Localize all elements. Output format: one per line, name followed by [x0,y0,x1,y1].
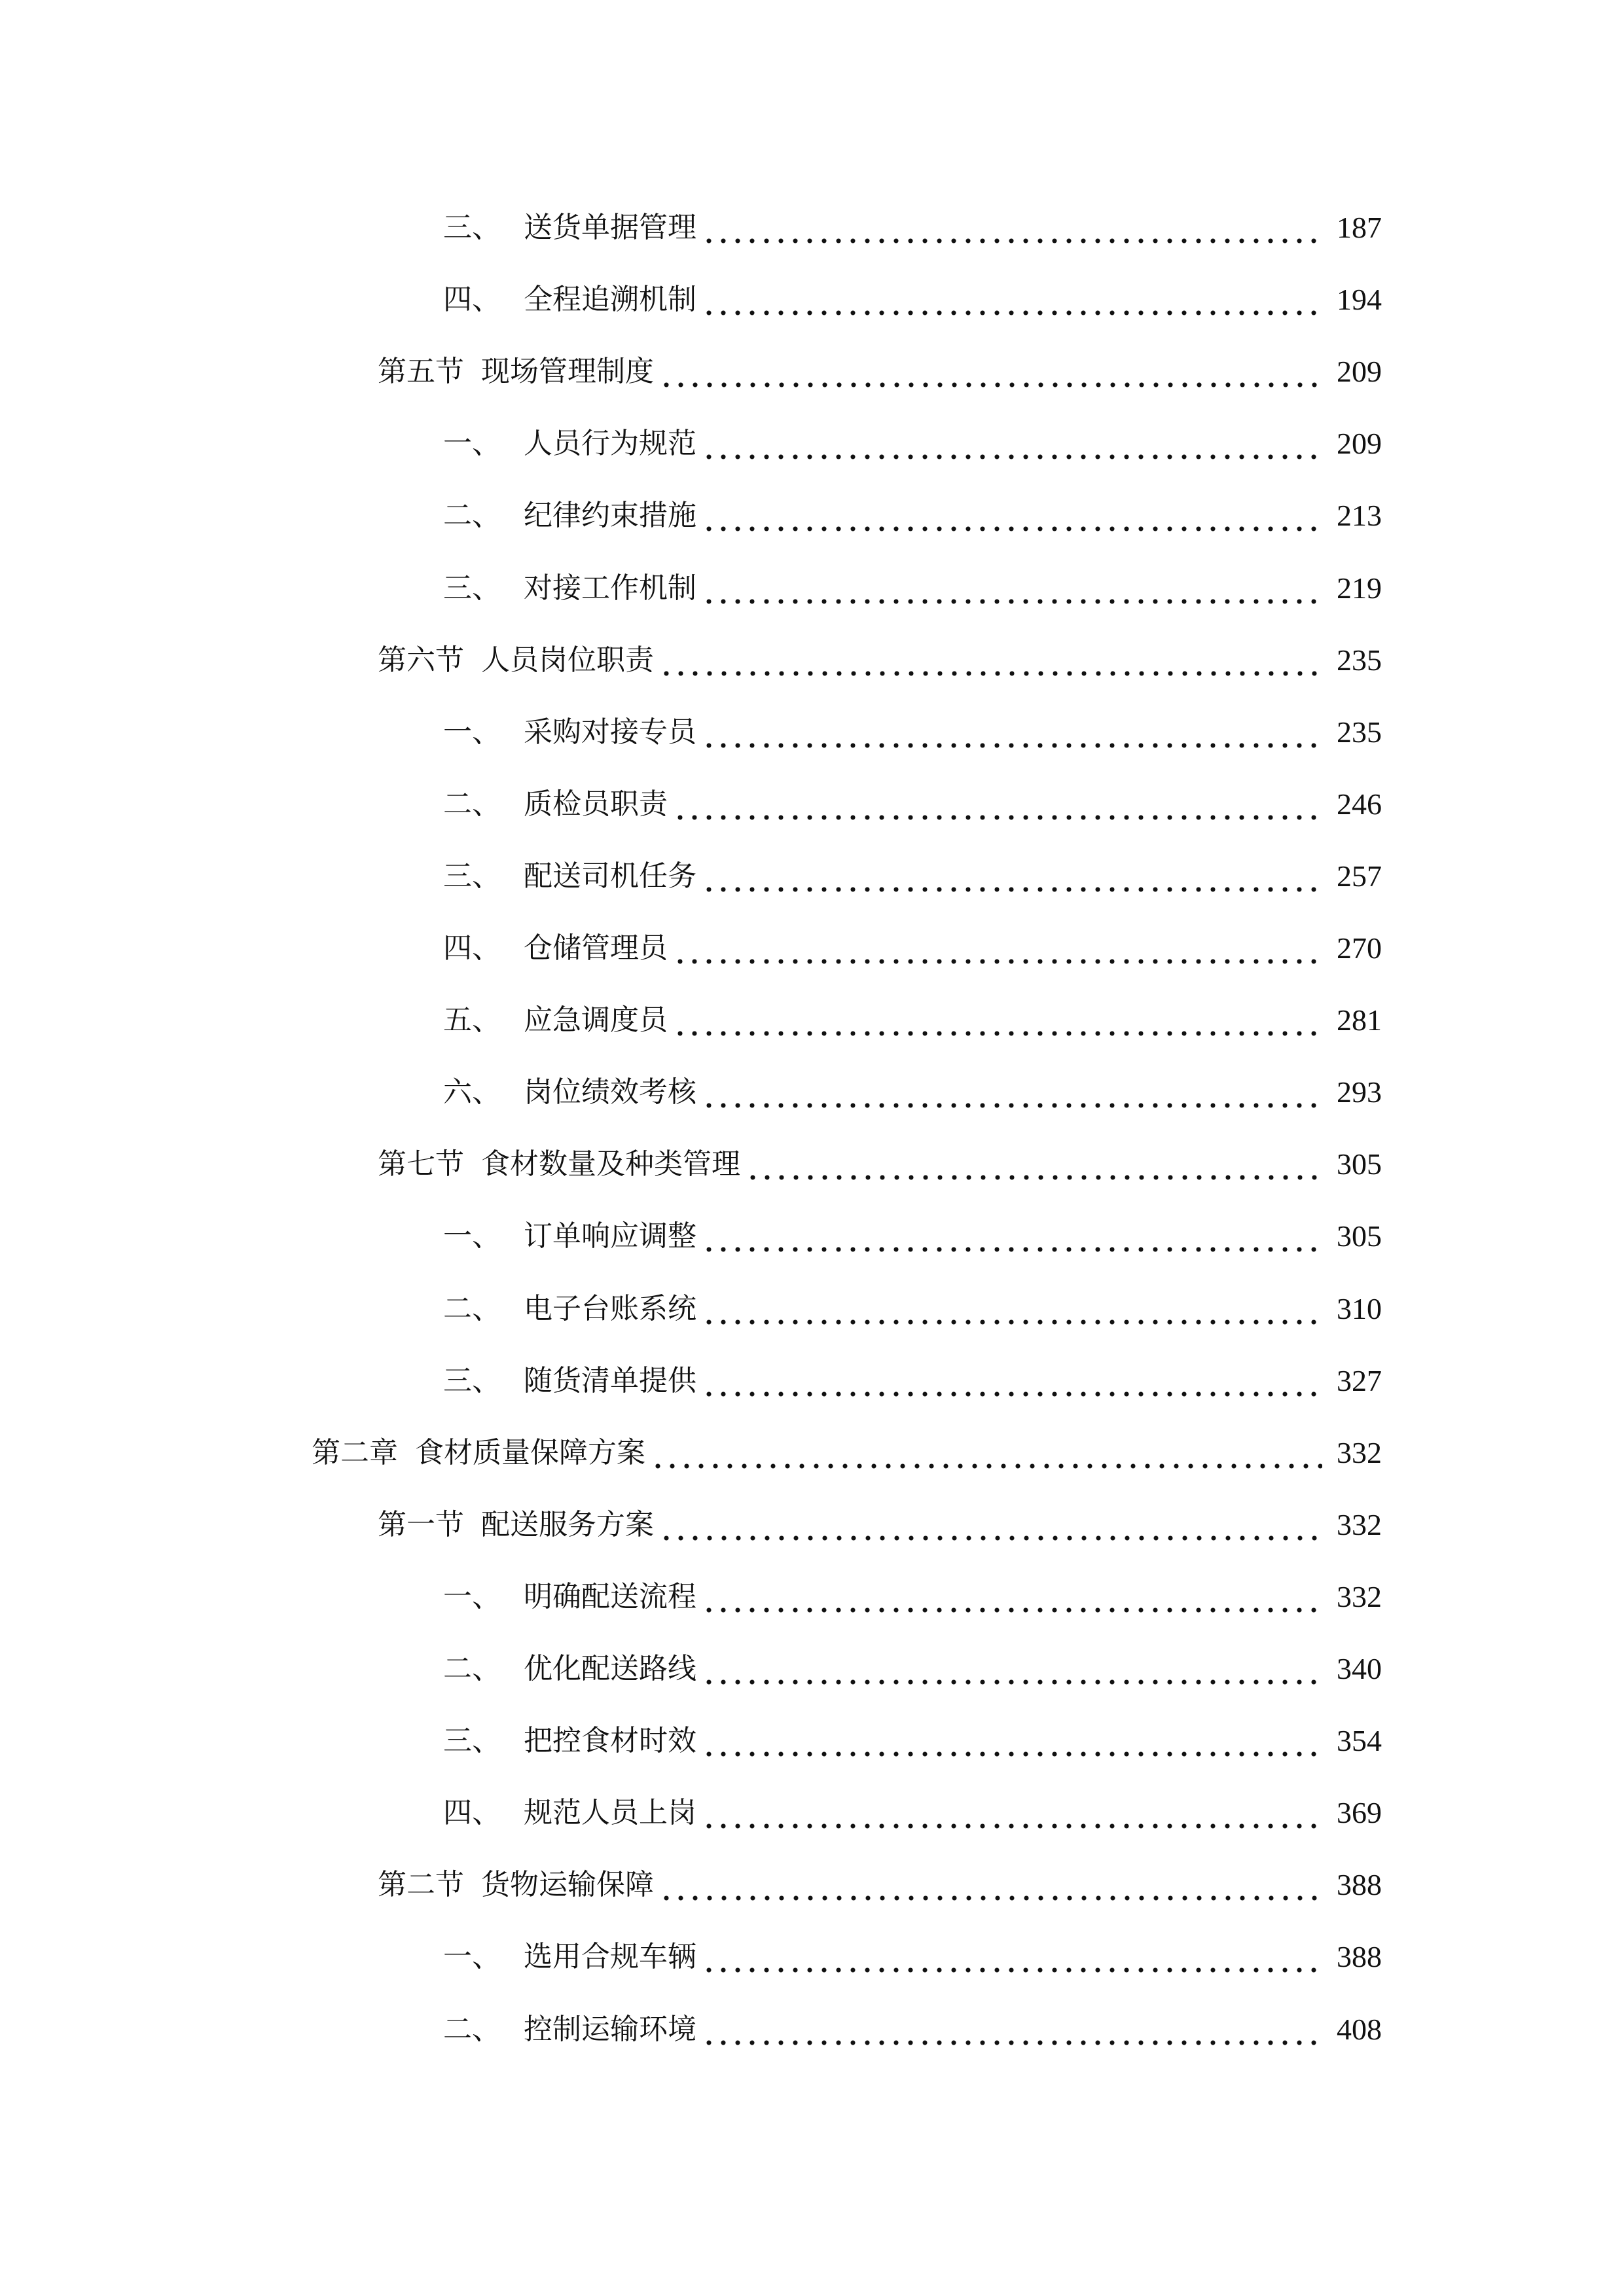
toc-entry-heading [443,569,696,608]
toc-item-entry[interactable] [0,2010,1382,2049]
toc-item-entry[interactable] [0,1217,1382,1256]
toc-entry-title: 应急调度员 [524,1003,668,1037]
toc-entry-number: 二、 [443,499,501,533]
toc-entry-heading [443,1721,696,1761]
dot-leader [702,1721,1322,1761]
toc-entry-heading [443,1217,696,1256]
toc-entry-title: 质检员职责 [524,787,668,821]
toc-entry-title: 配送服务方案 [481,1507,654,1541]
toc-entry-number: 第七节 [378,1147,464,1181]
toc-entry-number: 三、 [443,1363,501,1397]
toc-entry-title: 送货单据管理 [524,211,696,244]
toc-entry-page-number: 305 [1337,1147,1382,1181]
toc-entry-heading [378,641,654,680]
toc-entry-page-number: 235 [1337,715,1382,749]
toc-item-entry[interactable] [0,1937,1382,1977]
toc-entry-title: 人员岗位职责 [481,643,654,677]
toc-entry-page-number: 209 [1337,355,1382,389]
toc-entry-heading [443,1001,668,1040]
toc-entry-heading [312,1433,645,1473]
toc-entry-page-number: 332 [1337,1435,1382,1469]
toc-entry-page-number: 369 [1337,1796,1382,1830]
toc-entry-page-number: 340 [1337,1652,1382,1685]
toc-entry-heading [378,1505,654,1545]
toc-entry-number: 第六节 [378,643,464,677]
dot-leader [702,1073,1322,1112]
toc-entry-page-number: 327 [1337,1363,1382,1397]
toc-entry-page-number: 187 [1337,211,1382,244]
dot-leader [702,1217,1322,1256]
toc-entry-number: 第二章 [312,1435,398,1469]
toc-entry-heading [443,280,696,319]
toc-entry-page-number: 305 [1337,1219,1382,1253]
dot-leader [702,2010,1322,2049]
toc-item-entry[interactable] [0,208,1382,247]
toc-entry-title: 食材质量保障方案 [415,1435,645,1469]
toc-entry-title: 全程追溯机制 [524,283,696,317]
toc-item-entry[interactable] [0,424,1382,463]
toc-entry-number: 四、 [443,931,501,965]
toc-entry-title: 岗位绩效考核 [524,1075,696,1109]
toc-entry-number: 一、 [443,1579,501,1613]
toc-entry-page-number: 408 [1337,2012,1382,2046]
toc-item-entry[interactable] [0,1649,1382,1689]
dot-leader [702,1577,1322,1617]
toc-section-entry[interactable] [0,1865,1382,1905]
toc-entry-number: 三、 [443,1724,501,1758]
dot-leader [702,280,1322,319]
toc-entry-title: 食材数量及种类管理 [481,1147,740,1181]
dot-leader [659,1865,1322,1905]
toc-section-entry[interactable] [0,641,1382,680]
toc-entry-number: 六、 [443,1075,501,1109]
dot-leader [702,857,1322,896]
toc-entry-title: 采购对接专员 [524,715,696,749]
toc-entry-heading [443,208,696,247]
toc-entry-number: 一、 [443,1940,501,1974]
toc-entry-title: 纪律约束措施 [524,499,696,533]
toc-entry-page-number: 388 [1337,1940,1382,1974]
toc-item-entry[interactable] [0,857,1382,896]
toc-entry-page-number: 388 [1337,1868,1382,1902]
toc-entry-page-number: 354 [1337,1724,1382,1758]
toc-entry-heading [443,1649,696,1689]
toc-entry-number: 四、 [443,283,501,317]
toc-entry-page-number: 293 [1337,1075,1382,1109]
toc-entry-title: 人员行为规范 [524,427,696,461]
toc-item-entry[interactable] [0,1073,1382,1112]
toc-entry-page-number: 213 [1337,499,1382,533]
toc-item-entry[interactable] [0,929,1382,968]
dot-leader [702,1793,1322,1833]
toc-entry-page-number: 257 [1337,859,1382,893]
toc-entry-title: 对接工作机制 [524,571,696,605]
dot-leader [702,208,1322,247]
toc-entry-heading [443,857,696,896]
toc-entry-heading [443,424,696,463]
dot-leader [702,1649,1322,1689]
toc-entry-number: 四、 [443,1796,501,1830]
dot-leader [659,352,1322,391]
toc-entry-number: 三、 [443,859,501,893]
dot-leader [702,496,1322,535]
toc-entry-number: 三、 [443,571,501,605]
toc-section-entry[interactable] [0,1145,1382,1184]
toc-entry-title: 配送司机任务 [524,859,696,893]
toc-chapter-entry[interactable] [0,1433,1382,1473]
toc-entry-page-number: 332 [1337,1579,1382,1613]
toc-entry-heading [443,785,668,824]
toc-entry-title: 明确配送流程 [524,1579,696,1613]
dot-leader [702,569,1322,608]
toc-entry-title: 控制运输环境 [524,2012,696,2046]
toc-item-entry[interactable] [0,1361,1382,1401]
toc-entry-page-number: 194 [1337,283,1382,317]
toc-entry-number: 五、 [443,1003,501,1037]
toc-entry-page-number: 281 [1337,1003,1382,1037]
toc-entry-page-number: 270 [1337,931,1382,965]
toc-entry-title: 订单响应调整 [524,1219,696,1253]
toc-section-entry[interactable] [0,1505,1382,1545]
toc-entry-number: 二、 [443,787,501,821]
dot-leader [746,1145,1322,1184]
toc-entry-heading [443,1289,696,1329]
toc-entry-number: 一、 [443,427,501,461]
dot-leader [702,1937,1322,1977]
dot-leader [702,424,1322,463]
toc-entry-number: 一、 [443,715,501,749]
toc-entry-title: 优化配送路线 [524,1652,696,1685]
toc-entry-number: 二、 [443,1652,501,1685]
dot-leader [673,1001,1322,1040]
toc-item-entry[interactable] [0,569,1382,608]
dot-leader [702,1289,1322,1329]
toc-entry-heading [443,1937,696,1977]
toc-entry-number: 二、 [443,2012,501,2046]
toc-entry-title: 现场管理制度 [481,355,654,389]
toc-item-entry[interactable] [0,1721,1382,1761]
toc-item-entry[interactable] [0,713,1382,752]
toc-entry-number: 第五节 [378,355,464,389]
toc-entry-page-number: 209 [1337,427,1382,461]
dot-leader [673,929,1322,968]
toc-entry-page-number: 332 [1337,1507,1382,1541]
dot-leader [673,785,1322,824]
toc-entry-heading [443,1577,696,1617]
toc-entry-page-number: 310 [1337,1291,1382,1325]
toc-entry-heading [443,1073,696,1112]
toc-entry-number: 第一节 [378,1507,464,1541]
dot-leader [702,713,1322,752]
dot-leader [659,1505,1322,1545]
toc-item-entry[interactable] [0,1793,1382,1833]
dot-leader [659,641,1322,680]
toc-entry-title: 仓储管理员 [524,931,668,965]
dot-leader [702,1361,1322,1401]
toc-entry-title: 选用合规车辆 [524,1940,696,1974]
toc-entry-number: 三、 [443,211,501,244]
toc-entry-heading [443,2010,696,2049]
toc-entry-page-number: 246 [1337,787,1382,821]
toc-entry-heading [378,352,654,391]
toc-entry-title: 把控食材时效 [524,1724,696,1758]
toc-entry-title: 随货清单提供 [524,1363,696,1397]
toc-entry-heading [378,1145,740,1184]
toc-entry-heading [443,1361,696,1401]
toc-entry-number: 第二节 [378,1868,464,1902]
toc-entry-heading [443,1793,696,1833]
toc-item-entry[interactable] [0,1001,1382,1040]
toc-item-entry[interactable] [0,1289,1382,1329]
toc-entry-page-number: 219 [1337,571,1382,605]
toc-entry-heading [443,929,668,968]
toc-item-entry[interactable] [0,496,1382,535]
toc-entry-title: 货物运输保障 [481,1868,654,1902]
dot-leader [651,1433,1322,1473]
toc-entry-title: 电子台账系统 [524,1291,696,1325]
toc-section-entry[interactable] [0,352,1382,391]
toc-entry-title: 规范人员上岗 [524,1796,696,1830]
toc-entry-number: 二、 [443,1291,501,1325]
toc-entry-page-number: 235 [1337,643,1382,677]
toc-entry-heading [378,1865,654,1905]
toc-item-entry[interactable] [0,785,1382,824]
toc-entry-number: 一、 [443,1219,501,1253]
toc-entry-heading [443,713,696,752]
toc-entry-heading [443,496,696,535]
toc-item-entry[interactable] [0,1577,1382,1617]
toc-item-entry[interactable] [0,280,1382,319]
